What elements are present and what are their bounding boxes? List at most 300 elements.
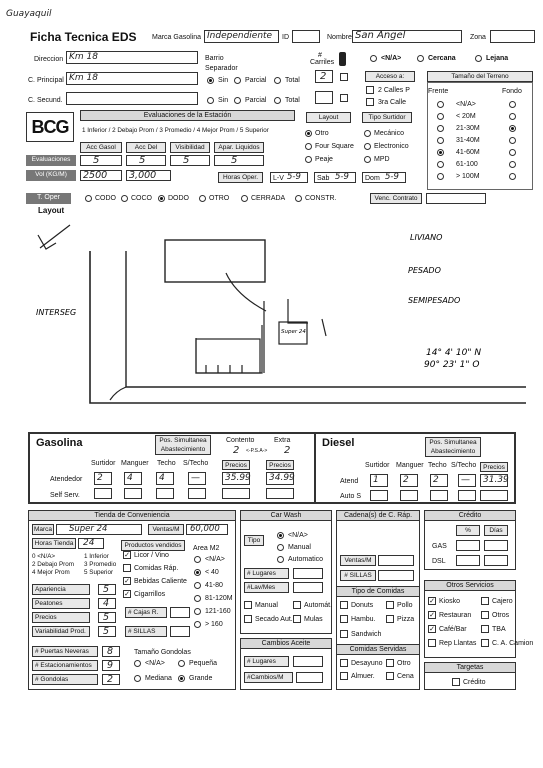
principal-field[interactable] (66, 72, 198, 85)
cw-mulas-label: Mulas (304, 616, 323, 623)
credito-title: Crédito (424, 510, 516, 521)
layout-four-radio[interactable] (305, 143, 312, 150)
zona-field[interactable] (490, 30, 535, 43)
sep2-parcial-label: Parcial (245, 97, 267, 104)
sketch-coord-2: 90° 23' 1" O (424, 360, 480, 370)
credito-dsl-pct[interactable] (456, 555, 480, 566)
count-value-2: 2 (107, 674, 114, 685)
count-field-0[interactable] (102, 646, 120, 657)
direccion-field[interactable] (66, 51, 198, 64)
count-field-2[interactable] (102, 674, 120, 685)
count-field-1[interactable] (102, 660, 120, 671)
venc-contrato-button[interactable]: Venc. Contrato (370, 193, 422, 204)
sketch-road-left (90, 251, 526, 403)
aceite-lugares-field[interactable] (293, 656, 323, 667)
cw-manual-check[interactable] (244, 601, 252, 609)
cw-na-radio[interactable] (277, 532, 284, 539)
rating-field-2[interactable] (98, 612, 116, 623)
cw-manual-radio[interactable] (277, 544, 284, 551)
dsl-atend-cell-2[interactable] (430, 474, 448, 487)
gas-self-cell-4[interactable] (222, 488, 250, 499)
area-radio-1[interactable] (194, 569, 201, 576)
gas-self-cell-2[interactable] (156, 488, 174, 499)
dsl-col-precios: Precios (480, 462, 508, 472)
otros-label-5: TBA (492, 626, 506, 633)
layout-otro-label: Otro (315, 130, 329, 137)
cw-automat-check[interactable] (293, 601, 301, 609)
terreno-fondo-radio-3[interactable] (509, 137, 516, 144)
marca-value: Independiente (207, 31, 273, 41)
targetas-credito-check[interactable] (452, 678, 460, 686)
layout-peaje-label: Peaje (315, 156, 333, 163)
gond-pequena-label: Pequeña (189, 660, 218, 667)
sep2-sin-label: Sin (218, 97, 229, 104)
cercana-radio[interactable] (417, 55, 424, 62)
terreno-fondo-radio-4[interactable] (509, 149, 516, 156)
otros-check-1[interactable] (481, 597, 489, 605)
surtidor-button[interactable]: Tipo Surtidor (362, 112, 412, 123)
lejana-radio[interactable] (475, 55, 482, 62)
tienda-horas-value: 24 (83, 538, 95, 548)
tienda-marca-field[interactable] (56, 524, 142, 535)
gas-atend-cell-4[interactable] (222, 472, 250, 485)
rating-field-0[interactable] (98, 584, 116, 595)
sep-sin-label: Sin (218, 77, 229, 84)
terreno-frente-radio-6[interactable] (437, 173, 444, 180)
layout-otro-radio[interactable] (305, 130, 312, 137)
area-label-0: <N/A> (205, 556, 225, 563)
cw-automat-check-label: Automát. (304, 602, 333, 609)
toper-option-5: CONSTR. (305, 195, 337, 202)
otros-label-2: Restauran (439, 612, 472, 619)
cadenas-title: Cadena(s) de C. Ráp. (336, 510, 420, 521)
rating-field-1[interactable] (98, 598, 116, 609)
col-acc-del: Acc Del (126, 142, 166, 153)
psa-label: <-P.S.A-> (246, 448, 268, 454)
producto-check-1[interactable] (123, 564, 131, 572)
gas-col-stecho: S/Techo (183, 460, 209, 467)
serv-otro-check[interactable] (386, 659, 394, 667)
toper-radio-1[interactable] (121, 195, 128, 202)
horas-oper-button[interactable]: Horas Oper. (218, 172, 263, 183)
dsl-atend-value-1: 2 (403, 475, 409, 485)
bcg-logo-text: BCG (31, 116, 69, 137)
horas-dom-field[interactable] (362, 172, 406, 183)
bcg-logo (26, 112, 74, 142)
otros-check-2[interactable]: ✓ (429, 612, 435, 619)
horas-dom-label: Dom (365, 175, 380, 182)
toper-radio-2[interactable] (158, 195, 165, 202)
sketch-pumps (206, 365, 242, 373)
dsl-atend-value-2: 2 (433, 475, 439, 485)
rating-label-1: Peatones (32, 598, 90, 609)
terreno-title: Tamaño del Terreno (427, 71, 533, 82)
area-radio-2[interactable] (194, 582, 201, 589)
terreno-frente-radio-4[interactable] (437, 149, 444, 156)
contento-label: Contento (226, 437, 255, 444)
vol-field-1[interactable] (80, 170, 122, 181)
horas-lv-label: L-V (273, 175, 284, 182)
gasolina-title: Gasolina (36, 437, 83, 449)
cadenas-servidas-title: Comidas Servidas (336, 644, 420, 655)
cw-mulas-check[interactable] (293, 615, 301, 623)
principal-label: C. Principal (28, 77, 64, 84)
tipo-donuts-check[interactable] (340, 601, 348, 609)
gas-self-label: Self Serv. (50, 492, 80, 499)
tienda-horas-field[interactable] (78, 538, 104, 549)
vol-label: Vol (KG/M) (26, 170, 76, 181)
carriles-field[interactable] (315, 70, 333, 83)
horas-dom-value: 5-9 (385, 172, 399, 182)
gas-col-techo: Techo (157, 460, 176, 467)
tienda-sillas-field[interactable] (170, 626, 190, 637)
surt-mpd-radio[interactable] (364, 156, 371, 163)
rating-value-1: 4 (103, 598, 110, 609)
carriles-label: # Carriles (310, 52, 335, 66)
otros-check-3[interactable] (481, 611, 489, 619)
serv-almuer-check[interactable] (340, 672, 348, 680)
cw-lav-label: #Lav/Mes (244, 582, 289, 593)
gond-na-radio[interactable] (134, 660, 141, 667)
evaluaciones-row-label: Evaluaciones (26, 155, 76, 166)
terreno-fondo-radio-5[interactable] (509, 161, 516, 168)
principal-value: Km 18 (69, 73, 98, 83)
eval-field-3[interactable] (170, 155, 210, 166)
terreno-option-label-2: 21-30M (456, 125, 480, 132)
gas-self-cell-3[interactable] (188, 488, 206, 499)
venc-contrato-field[interactable] (426, 193, 486, 204)
horas-sab-field[interactable] (314, 172, 356, 183)
marca-field[interactable] (204, 30, 279, 43)
toper-radio-4[interactable] (241, 195, 248, 202)
cercania-na-radio[interactable] (370, 55, 377, 62)
carriles-value: 2 (320, 71, 327, 82)
tipo-hambu-label: Hambu. (351, 616, 376, 623)
cw-secado-label: Secado Aut. (255, 616, 293, 623)
tienda-scale-4: 4 Mejor Prom (32, 569, 70, 576)
gond-grande-label: Grande (189, 675, 213, 682)
horas-sab-value: 5-9 (335, 172, 349, 182)
producto-check-2[interactable]: ✓ (124, 578, 130, 585)
sep2-parcial-radio[interactable] (234, 97, 241, 104)
cw-lugares-field[interactable] (293, 568, 323, 579)
credito-gas-label: GAS (432, 543, 447, 550)
area-label-3: 81-120M (205, 595, 233, 602)
gas-atend-cell-5[interactable] (266, 472, 294, 485)
rating-value-0: 5 (103, 584, 110, 595)
rating-label-2: Precios (32, 612, 90, 623)
toper-option-0: CODO (95, 195, 116, 202)
otros-label-1: Cajero (492, 598, 513, 605)
cw-manual-label: Manual (288, 544, 311, 551)
dsl-autos-cell-4[interactable] (480, 490, 508, 501)
gas-atend-cell-3[interactable] (188, 472, 206, 485)
surt-mecanico-label: Mecánico (374, 130, 404, 137)
acceso-3ra-check[interactable] (366, 98, 374, 106)
gas-atendedor-label: Atendedor (50, 476, 83, 483)
nombre-field[interactable] (352, 30, 462, 43)
cw-auto-radio[interactable] (277, 556, 284, 563)
terreno-fondo-radio-1[interactable] (509, 113, 516, 120)
toper-option-2: DODO (168, 195, 189, 202)
sep-total-label: Total (285, 77, 300, 84)
credito-gas-dias[interactable] (484, 540, 508, 551)
cadenas-sillas-label: # SILLAS (340, 570, 376, 581)
sep2-total-label: Total (285, 97, 300, 104)
sketch-semipesado: SEMIPESADO (408, 296, 461, 305)
dsl-atend-cell-4[interactable] (480, 474, 508, 487)
dsl-col-manguer: Manguer (396, 462, 424, 469)
tienda-scale-5: 5 Superior (84, 569, 114, 576)
nombre-label: Nombre (327, 34, 352, 41)
otros-label-6: Rep Llantas (439, 640, 477, 647)
sep2-total-radio[interactable] (274, 97, 281, 104)
terreno-frente-radio-0[interactable] (437, 101, 444, 108)
carriles-check-2[interactable] (340, 94, 348, 102)
tienda-ventas-field[interactable] (186, 524, 228, 535)
terreno-option-label-5: 61-100 (456, 161, 478, 168)
count-label-0: # Puertas Neveras (32, 646, 98, 657)
gond-mediana-radio[interactable] (134, 675, 141, 682)
aceite-cambios-label: #Cambios/M (244, 672, 293, 683)
eval-val-1: 5 (93, 155, 100, 166)
dsl-autos-cell-1[interactable] (400, 490, 418, 501)
credito-dsl-label: DSL (432, 558, 446, 565)
surt-electronico-radio[interactable] (364, 143, 371, 150)
col-apar-liquidos: Apar. Liquidos (214, 142, 264, 153)
nombre-value: San Angel (355, 30, 406, 41)
dsl-col-techo: Techo (428, 462, 447, 469)
cw-secado-check[interactable] (244, 615, 252, 623)
serv-otro-label: Otro (397, 660, 411, 667)
acceso-3ra-label: 3ra Calle (378, 99, 407, 106)
cadenas-sillas-field[interactable] (378, 570, 414, 581)
eval-field-2[interactable] (126, 155, 166, 166)
otros-title: Otros Servicios (424, 580, 516, 591)
corner-note: Guayaquil (6, 9, 52, 19)
area-radio-0[interactable] (194, 556, 201, 563)
acceso-2calles-label: 2 Calles P (378, 87, 410, 94)
sketch-coord-1: 14° 4' 10" N (426, 348, 482, 358)
dsl-atend-cell-3[interactable] (458, 474, 476, 487)
evaluaciones-title: Evaluaciones de la Estación (80, 110, 295, 121)
dsl-autos-cell-2[interactable] (430, 490, 448, 501)
surt-electronico-label: Electronico (374, 143, 409, 150)
eval-val-3: 5 (183, 155, 190, 166)
tienda-ventas-label: Ventas/M (148, 524, 184, 535)
vol-field-2[interactable] (126, 170, 171, 181)
layout-button[interactable]: Layout (306, 112, 351, 123)
credito-gas-pct[interactable] (456, 540, 480, 551)
otros-check-4[interactable]: ✓ (429, 626, 435, 633)
terreno-fondo-radio-0[interactable] (509, 101, 516, 108)
area-radio-5[interactable] (194, 621, 201, 628)
fuel-divider (314, 432, 316, 504)
area-radio-4[interactable] (194, 608, 201, 615)
tienda-scale-3: 3 Promedio (84, 561, 117, 568)
cajas-field[interactable] (170, 607, 190, 618)
gasolina-pos-sim: Pos. Simultanea Abastecimiento (155, 435, 211, 455)
tipo-donuts-label: Donuts (351, 602, 374, 609)
terreno-frente: Frente (428, 88, 449, 95)
gondolas-label: Tamaño Gondolas (134, 649, 191, 656)
sketch-interseg: INTERSEG (36, 308, 77, 317)
terreno-fondo-radio-2[interactable] (509, 125, 516, 132)
tipo-pollo-check[interactable] (386, 601, 394, 609)
dsl-col-stecho: S/Techo (451, 462, 477, 469)
serv-almuer-label: Almuer. (351, 673, 375, 680)
otros-label-0: Kiosko (439, 598, 461, 605)
dsl-atend-cell-0[interactable] (370, 474, 388, 487)
carwash-tipo-label: Tipo (244, 535, 264, 546)
horas-lv-field[interactable] (270, 172, 308, 183)
terreno-frente-radio-3[interactable] (437, 137, 444, 144)
dsl-autos-cell-0[interactable] (370, 490, 388, 501)
surt-mpd-label: MPD (374, 156, 390, 163)
dsl-atend-cell-1[interactable] (400, 474, 418, 487)
carriles2-field[interactable] (315, 91, 333, 104)
targetas-credito-label: Crédito (463, 679, 486, 686)
carwash-title: Car Wash (240, 510, 332, 521)
dsl-autos-cell-3[interactable] (458, 490, 476, 501)
sketch-title: Layout (38, 206, 65, 215)
area-radio-3[interactable] (194, 595, 201, 602)
carriles-check-1[interactable] (340, 73, 348, 81)
gas-self-cell-1[interactable] (124, 488, 142, 499)
area-label: Area M2 (193, 545, 220, 552)
area-label-5: > 160 (205, 621, 223, 628)
serv-cena-label: Cena (397, 673, 414, 680)
id-label: ID (282, 34, 289, 41)
serv-cena-check[interactable] (386, 672, 394, 680)
layout-peaje-radio[interactable] (305, 156, 312, 163)
rating-field-3[interactable] (98, 626, 116, 637)
rating-value-2: 5 (103, 612, 110, 623)
tienda-horas-label: Horas Tienda (32, 538, 76, 549)
sketch-building-top (165, 240, 265, 282)
surt-mecanico-radio[interactable] (364, 130, 371, 137)
dsl-atend-value-0: 1 (373, 475, 379, 485)
acceso-2calles-check[interactable] (366, 86, 374, 94)
toper-radio-5[interactable] (295, 195, 302, 202)
sep2-sin-radio[interactable] (207, 97, 214, 104)
gas-atend-cell-1[interactable] (124, 472, 142, 485)
tienda-scale-2: 2 Debajo Prom (32, 561, 74, 568)
gas-atend-value-5: 34.99 (269, 473, 295, 483)
tipo-pollo-label: Pollo (397, 602, 413, 609)
sep-sin-radio[interactable] (207, 77, 214, 84)
sketch-pesado: PESADO (408, 266, 441, 275)
contento-value: 2 (233, 445, 240, 456)
otros-label-7: C. A. Camion (492, 640, 534, 647)
terreno-option-label-0: <N/A> (456, 101, 476, 108)
cercania-na-label: <N/A> (381, 55, 402, 62)
otros-check-0[interactable]: ✓ (429, 598, 435, 605)
producto-check-3[interactable]: ✓ (124, 591, 130, 598)
terreno-fondo-radio-6[interactable] (509, 173, 516, 180)
otros-label-3: Otros (492, 612, 510, 619)
id-field[interactable] (292, 30, 320, 43)
cw-lav-field[interactable] (293, 582, 323, 593)
terreno-option-label-1: < 20M (456, 113, 476, 120)
dsl-atend-value-3: — (461, 475, 470, 485)
acceso-button[interactable]: Acceso a: (365, 71, 415, 82)
sep-parcial-radio[interactable] (234, 77, 241, 84)
gas-col-precios-2: Precios (266, 460, 294, 470)
tipo-sandwich-check[interactable] (340, 630, 348, 638)
gas-self-cell-0[interactable] (94, 488, 112, 499)
aceite-cambios-field[interactable] (296, 672, 323, 683)
tienda-ventas-value: 60,000 (190, 524, 220, 534)
otros-check-7[interactable] (481, 639, 489, 647)
gond-pequena-radio[interactable] (178, 660, 185, 667)
extra-label: Extra (274, 437, 291, 444)
secundaria-label: C. Secund. (28, 97, 63, 104)
gond-mediana-label: Mediana (145, 675, 172, 682)
serv-desayuno-check[interactable] (340, 659, 348, 667)
toper-radio-0[interactable] (85, 195, 92, 202)
productos-label: Productos vendidos (121, 540, 185, 551)
otros-check-5[interactable] (481, 625, 489, 633)
producto-check-0[interactable]: ✓ (124, 552, 130, 559)
terreno-frente-radio-2[interactable] (437, 125, 444, 132)
terreno-option-label-4: 41-60M (456, 149, 480, 156)
sketch-road-curve (110, 387, 126, 400)
credito-dias: Días (484, 525, 508, 536)
eval-field-1[interactable] (80, 155, 122, 166)
gas-atend-value-2: 4 (159, 473, 165, 483)
vol-val-2: 3,000 (129, 170, 157, 181)
tienda-scale-1: 1 Inferior (84, 553, 109, 560)
area-label-1: < 40 (205, 569, 219, 576)
cadenas-ventas-field[interactable] (378, 555, 414, 566)
gas-self-cell-5[interactable] (266, 488, 294, 499)
gas-atend-cell-2[interactable] (156, 472, 174, 485)
diesel-pos-sim: Pos. Simultanea Abastecimiento (425, 437, 481, 457)
gas-col-surtidor: Surtidor (91, 460, 116, 467)
sketch-diagonal (226, 273, 266, 311)
vol-val-1: 2500 (83, 170, 108, 181)
terreno-frente-radio-5[interactable] (437, 161, 444, 168)
producto-label-2: Bebidas Caliente (134, 578, 187, 585)
tienda-marca-value: Super 24 (69, 524, 108, 534)
gas-atend-cell-0[interactable] (94, 472, 112, 485)
eval-scale: 1 Inferior / 2 Debajo Prom / 3 Promedio / 4 Mejor Prom / 5 Superior (82, 127, 269, 134)
gond-na-label: <N/A> (145, 660, 165, 667)
tipo-sandwich-label: Sandwich (351, 631, 382, 638)
rating-value-3: 5 (103, 626, 110, 637)
eval-field-4[interactable] (214, 155, 264, 166)
producto-label-3: Cigarrillos (134, 591, 166, 598)
toper-radio-3[interactable] (199, 195, 206, 202)
tipo-pizza-check[interactable] (386, 615, 394, 623)
cw-na-label: <N/A> (288, 532, 308, 539)
tipo-hambu-check[interactable] (340, 615, 348, 623)
otros-label-4: Café/Bar (439, 626, 467, 633)
credito-dsl-dias[interactable] (484, 555, 508, 566)
sep-total-radio[interactable] (274, 77, 281, 84)
terreno-option-label-6: > 100M (456, 173, 480, 180)
count-label-1: # Estacionamientos (32, 660, 98, 671)
gond-grande-radio[interactable] (178, 675, 185, 682)
tienda-sillas-label: # SILLAS (125, 626, 167, 637)
terreno-frente-radio-1[interactable] (437, 113, 444, 120)
zona-label: Zona (470, 34, 486, 41)
otros-check-6[interactable] (428, 639, 436, 647)
secundaria-field[interactable] (66, 92, 198, 105)
tienda-title: Tienda de Conveniencia (28, 510, 236, 521)
dsl-autos-label: Auto S (340, 493, 362, 500)
